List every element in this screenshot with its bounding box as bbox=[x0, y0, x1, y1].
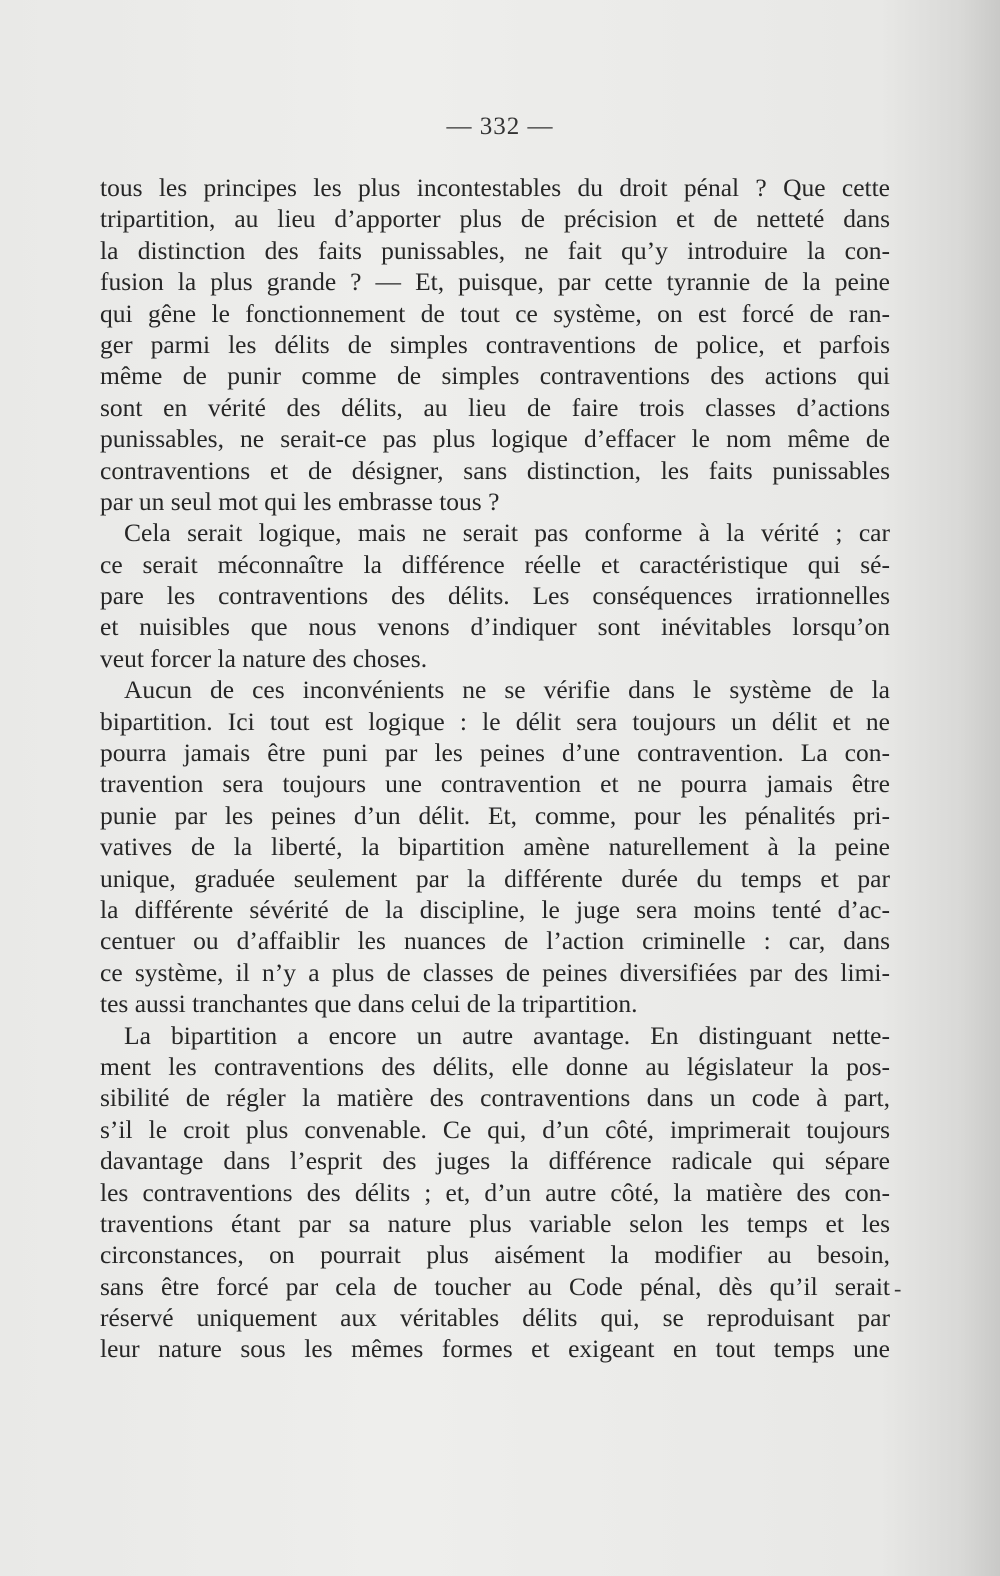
text-line: traventions étant par sa nature plus variable selon les temps et les bbox=[100, 1208, 890, 1238]
text-line: centuer ou d’affaiblir les nuances de l’action criminelle : car, dans bbox=[100, 926, 890, 956]
text-line: ger parmi les délits de simples contraventions de police, et parfois bbox=[100, 329, 890, 359]
text-line: pare les contraventions des délits. Les conséquences irrationnelles bbox=[100, 581, 890, 611]
text-line: ce système, il n’y a plus de classes de peines diversifiées par des limi- bbox=[100, 957, 890, 987]
text-line: par un seul mot qui les embrasse tous ? bbox=[100, 486, 500, 516]
text-line: et nuisibles que nous venons d’indiquer sont inévitables lorsqu’on bbox=[100, 612, 890, 642]
text-line: s’il le croit plus convenable. Ce qui, d’un côté, imprimerait toujours bbox=[100, 1114, 890, 1144]
text-line: fusion la plus grande ? — Et, puisque, par cette tyrannie de la peine bbox=[100, 267, 890, 297]
text-line: la différente sévérité de la discipline, le juge sera moins tenté d’ac- bbox=[100, 894, 890, 924]
text-line: travention sera toujours une contravention et ne pourra jamais être bbox=[100, 769, 890, 799]
body-text bbox=[100, 172, 890, 1365]
page-number: — 332 — bbox=[446, 113, 554, 140]
text-line: sont en vérité des délits, au lieu de faire trois classes d’actions bbox=[100, 392, 890, 422]
text-line: leur nature sous les mêmes formes et exigeant en tout temps une bbox=[100, 1334, 890, 1364]
text-line: circonstances, on pourrait plus aisément la modifier au besoin, bbox=[100, 1240, 890, 1270]
text-line: punie par les peines d’un délit. Et, comme, pour les pénalités pri- bbox=[100, 800, 890, 830]
text-line: davantage dans l’esprit des juges la différence radicale qui sépare bbox=[100, 1146, 890, 1176]
text-line: pourra jamais être puni par les peines d’une contravention. La con- bbox=[100, 738, 890, 768]
text-line: même de punir comme de simples contraventions des actions qui bbox=[100, 361, 890, 391]
text-line: ce serait méconnaître la différence réelle et caractéristique qui sé- bbox=[100, 549, 890, 579]
text-line: contraventions et de désigner, sans distinction, les faits punissables bbox=[100, 455, 890, 485]
text-line: la distinction des faits punissables, ne fait qu’y introduire la con- bbox=[100, 235, 890, 265]
text-line: punissables, ne serait-ce pas plus logique d’effacer le nom même de bbox=[100, 424, 890, 454]
text-line: qui gêne le fonctionnement de tout ce système, on est forcé de ran- bbox=[100, 298, 890, 328]
text-line: veut forcer la nature des choses. bbox=[100, 643, 428, 673]
margin-mark: - bbox=[894, 1276, 902, 1301]
text-line: vatives de la liberté, la bipartition amène naturellement à la peine bbox=[100, 832, 890, 862]
text-line: sans être forcé par cela de toucher au Code pénal, dès qu’il serait bbox=[100, 1271, 890, 1301]
text-line: sibilité de régler la matière des contraventions dans un code à part, bbox=[100, 1083, 890, 1113]
text-line: réservé uniquement aux véritables délits qui, se reproduisant par bbox=[100, 1303, 890, 1333]
text-line: les contraventions des délits ; et, d’un autre côté, la matière des con- bbox=[100, 1177, 890, 1207]
text-line: ment les contraventions des délits, elle donne au législateur la pos- bbox=[100, 1051, 890, 1081]
text-line: unique, graduée seulement par la différente durée du temps et par bbox=[100, 863, 890, 893]
text-line: bipartition. Ici tout est logique : le délit sera toujours un délit et ne bbox=[100, 706, 890, 736]
text-line: Aucun de ces inconvénients ne se vérifie dans le système de la bbox=[124, 675, 890, 705]
text-line: Cela serait logique, mais ne serait pas conforme à la vérité ; car bbox=[124, 518, 890, 548]
text-line: tripartition, au lieu d’apporter plus de précision et de netteté dans bbox=[100, 204, 890, 234]
text-line: La bipartition a encore un autre avantage. En distinguant nette- bbox=[124, 1020, 890, 1050]
text-line: tous les principes les plus incontestables du droit pénal ? Que cette bbox=[100, 173, 890, 202]
text-line: tes aussi tranchantes que dans celui de la tripartition. bbox=[100, 989, 638, 1019]
